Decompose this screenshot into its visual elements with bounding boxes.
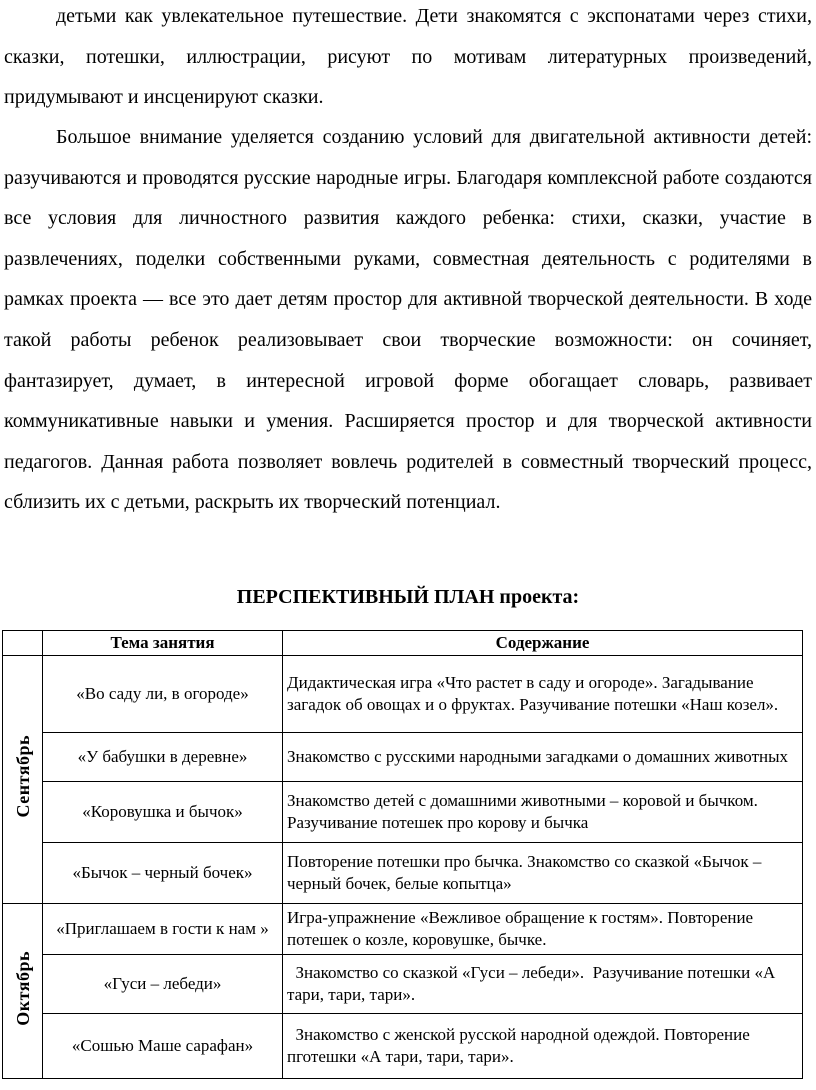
header-topic: Тема занятия xyxy=(43,631,283,656)
content-cell: Знакомство с русскими народными загадками о домашних животных xyxy=(283,733,803,782)
content-cell: Игра-упражнение «Вежливое обращение к гостям». Повторение потешек о козле, коровушке, бычке. xyxy=(283,904,803,955)
plan-table xyxy=(2,630,803,1079)
topic-cell: «Приглашаем в гости к нам » xyxy=(43,904,283,955)
topic-cell: «Сошью Маше сарафан» xyxy=(43,1014,283,1079)
month-cell-october xyxy=(3,904,43,1079)
topic-cell: «У бабушки в деревне» xyxy=(43,733,283,782)
topic-cell: «Коровушка и бычок» xyxy=(43,782,283,843)
plan-title: ПЕРСПЕКТИВНЫЙ ПЛАН проекта: xyxy=(236,586,580,608)
table-row xyxy=(3,904,803,955)
content-cell: Знакомство детей с домашними животными – коровой и бычком. Разучивание потешек про корову и бычка xyxy=(283,782,803,843)
header-content: Содержание xyxy=(283,631,803,656)
paragraph-conditions: Большое внимание уделяется созданию условий для двигательной активности детей: разучиваются и проводятся русские народные игры. Благодаря комплексной работе создаются все условия для личностного развития каждого ребенка: стихи, сказки, участие в развлечениях, поделки собственными руками, совместная деятельность с родителями в рамках проекта — все это дает детям простор для активной творческой деятельности. В ходе такой работы ребенок реализовывает свои творческие возможности: он сочиняет, фантазирует, думает, в интересной игровой форме обогащает словарь, развивает коммуникативные навыки и умения. Расширяется простор и для творческой активности педагогов. Данная работа позволяет вовлечь родителей в совместный творческий процесс, сблизить их с детьми, раскрыть их творческий потенциал. xyxy=(4,126,812,514)
month-cell-september xyxy=(3,656,43,904)
content-cell: Знакомство с женской русской народной одеждой. Повторение пготешки «А тари, тари, тари». xyxy=(283,1014,803,1079)
table-row xyxy=(3,955,803,1014)
table-row xyxy=(3,733,803,782)
content-cell: Знакомство со сказкой «Гуси – лебеди». Разучивание потешки «А тари, тари, тари». xyxy=(283,955,803,1014)
table-row xyxy=(3,843,803,904)
table-row xyxy=(3,782,803,843)
content-cell: Дидактическая игра «Что растет в саду и огороде». Загадывание загадок об овощах и о фруктах. Разучивание потешки «Наш козел». xyxy=(283,656,803,733)
topic-cell: «Гуси – лебеди» xyxy=(43,955,283,1014)
month-label-october: Октябрь xyxy=(12,950,33,1026)
topic-cell: «Во саду ли, в огороде» xyxy=(43,656,283,733)
topic-cell: «Бычок – черный бочек» xyxy=(43,843,283,904)
table-row xyxy=(3,656,803,733)
month-label-september: Сентябрь xyxy=(12,735,33,818)
paragraph-intro-continuation: детьми как увлекательное путешествие. Дети знакомятся с экспонатами через стихи, сказки, потешки, иллюстрации, рисуют по мотивам литературных произведений, придумывают и инсценируют сказки. xyxy=(4,5,812,109)
table-header-row xyxy=(3,631,803,656)
table-row xyxy=(3,1014,803,1079)
header-month xyxy=(3,631,43,656)
content-cell: Повторение потешки про бычка. Знакомство со сказкой «Бычок – черный бочек, белые копытца» xyxy=(283,843,803,904)
